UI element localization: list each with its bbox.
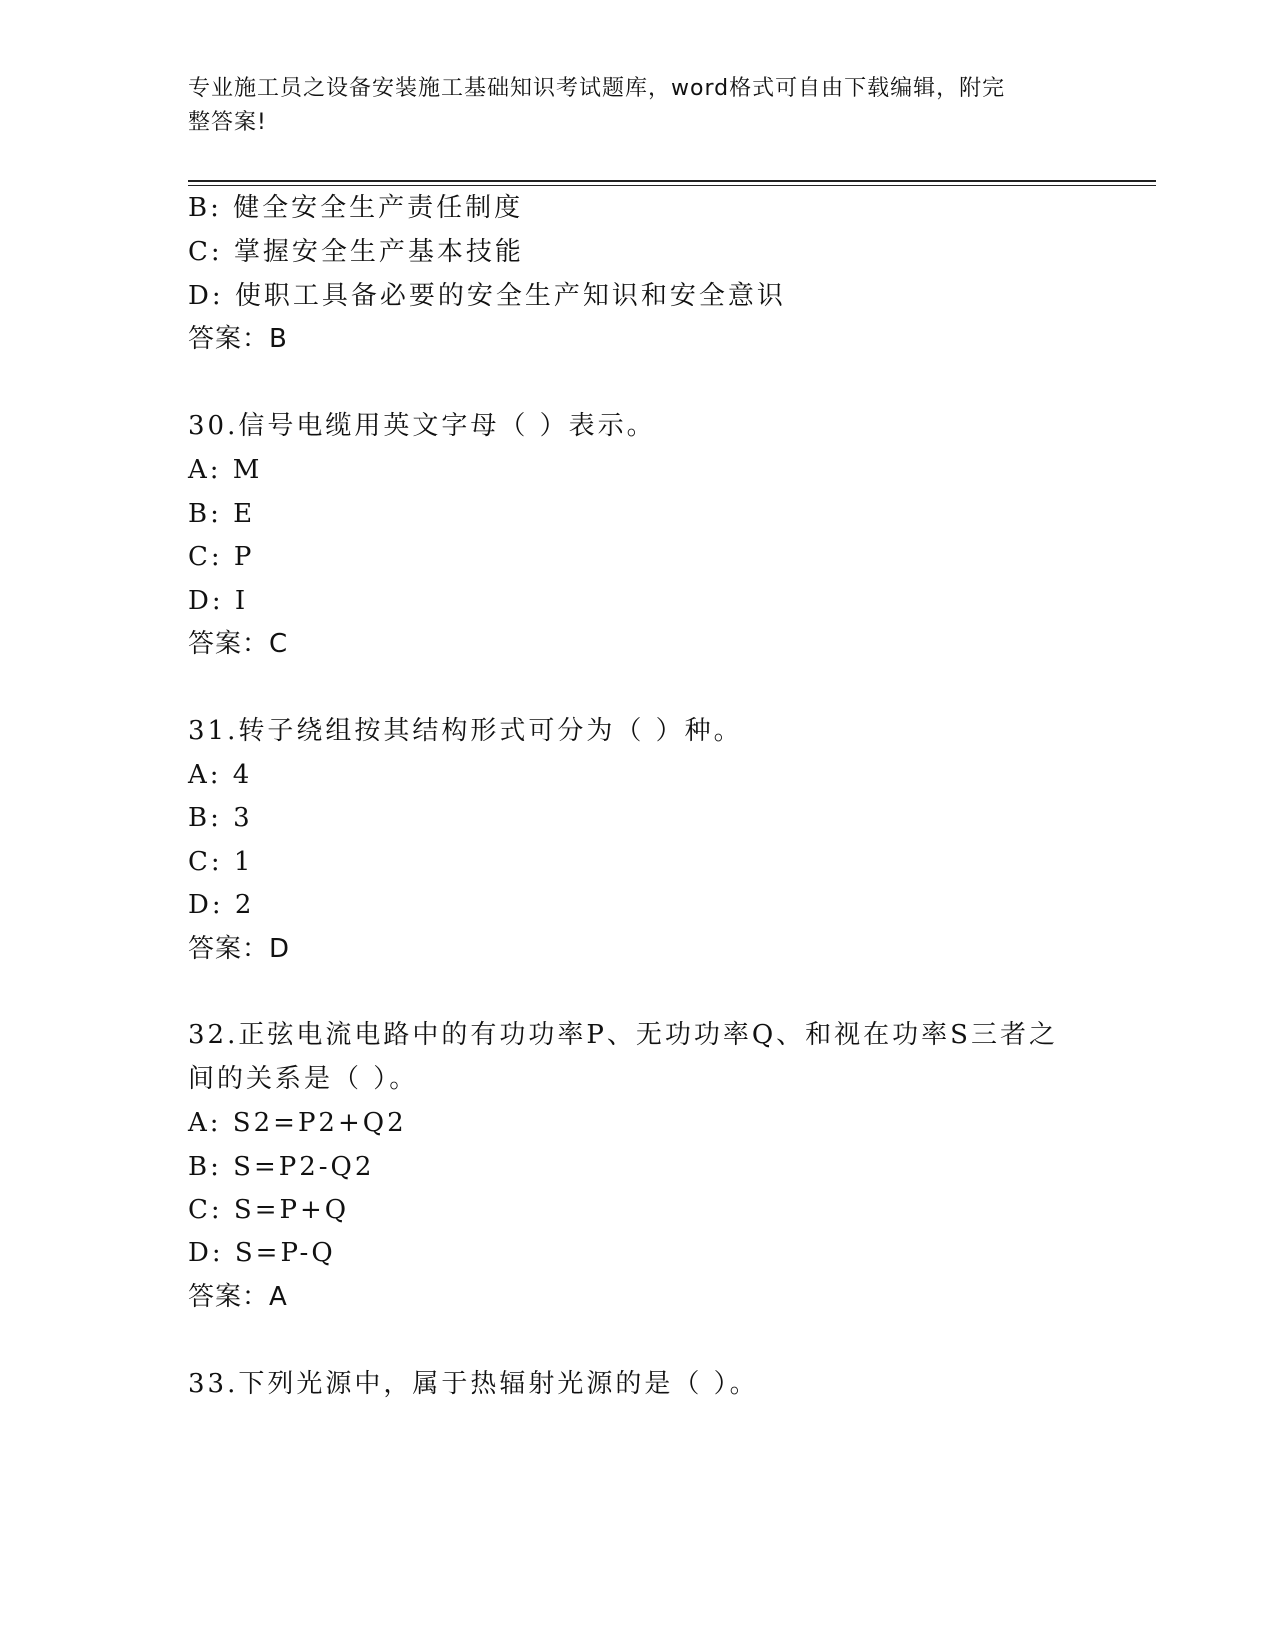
q30-option-a: A: M [188,455,263,485]
q32-answer: 答案：A [188,1282,288,1312]
q32-question-line-1: 32.正弦电流电路中的有功功率P、无功功率Q、和视在功率S三者之 [188,1020,1058,1050]
q31-option-c: C: 1 [188,847,254,877]
q29-option-d: D: 使职工具备必要的安全生产知识和安全意识 [188,281,786,311]
header-line-2: 整答案! [188,110,267,135]
q31-option-d: D: 2 [188,890,255,920]
q31-answer: 答案：D [188,934,291,964]
q32-option-b: B: S=P2-Q2 [188,1152,375,1182]
header-line-1: 专业施工员之设备安装施工基础知识考试题库，word格式可自由下载编辑，附完 [188,76,1006,101]
q30-option-c: C: P [188,542,255,572]
q32-option-d: D: S=P-Q [188,1238,336,1268]
q32-question-line-2: 间的关系是（ ）。 [188,1064,419,1094]
q31-option-b: B: 3 [188,803,253,833]
header-rule-thick [188,180,1156,182]
q32-option-a: A: S2=P2+Q2 [188,1108,407,1138]
q29-answer: 答案：B [188,324,288,354]
q30-option-d: D: I [188,586,249,616]
q29-option-b: B: 健全安全生产责任制度 [188,193,524,223]
q31-option-a: A: 4 [188,760,253,790]
q29-option-c: C: 掌握安全生产基本技能 [188,237,524,267]
page-header [188,72,1068,140]
q32-option-c: C: S=P+Q [188,1195,350,1225]
q31-question: 31.转子绕组按其结构形式可分为（ ）种。 [188,716,743,746]
q30-option-b: B: E [188,499,256,529]
q30-question: 30.信号电缆用英文字母（ ）表示。 [188,411,656,441]
q33-question: 33.下列光源中，属于热辐射光源的是（ ）。 [188,1369,759,1399]
q30-answer: 答案：C [188,629,289,659]
header-rule-thin [188,185,1156,186]
